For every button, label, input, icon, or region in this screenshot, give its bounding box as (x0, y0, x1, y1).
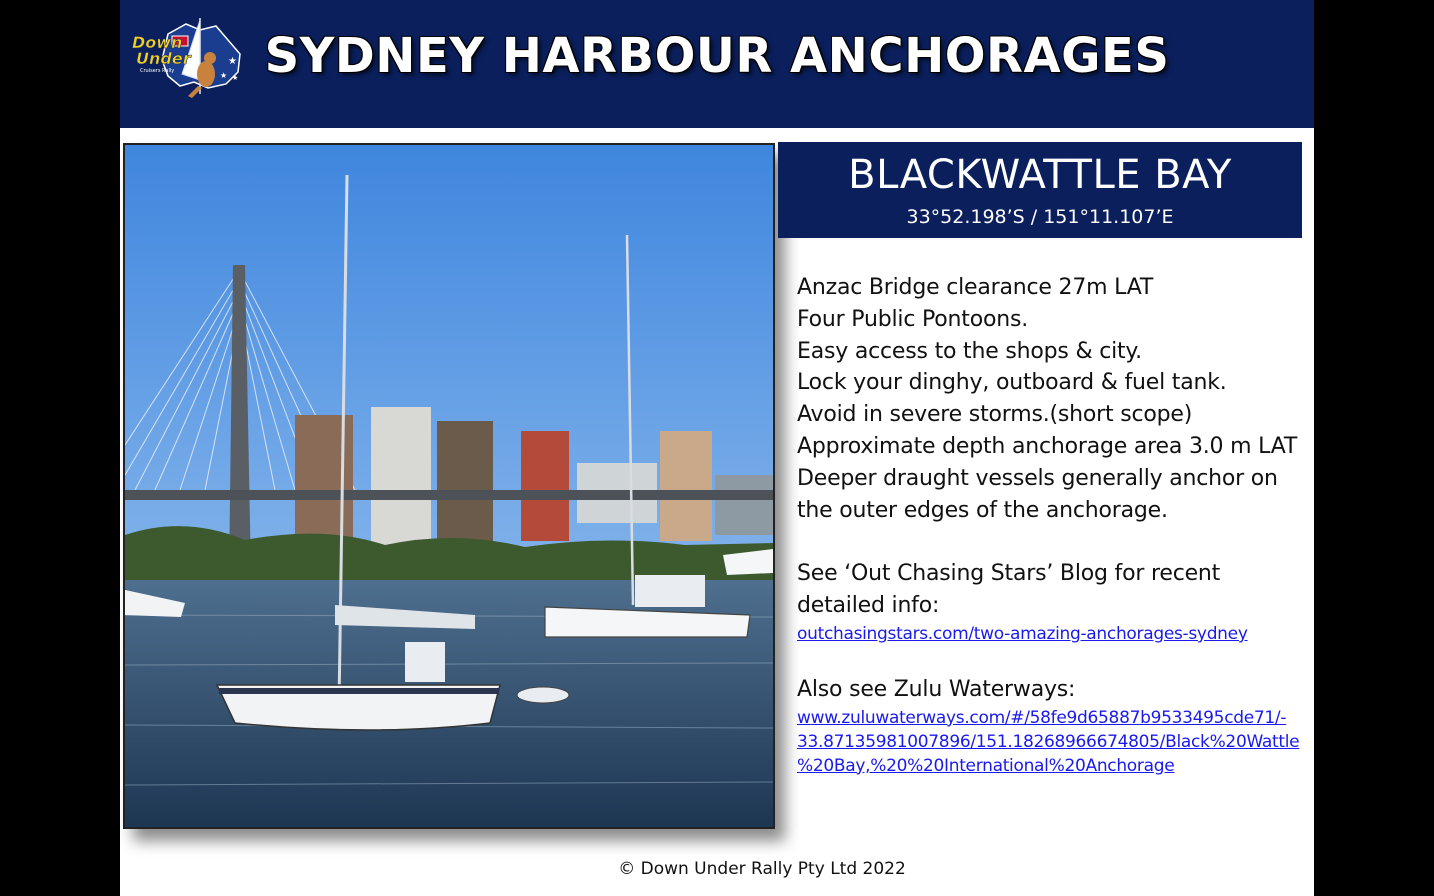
info-line: Deeper draught vessels generally anchor on (797, 465, 1278, 491)
zulu-link-part-3[interactable]: %20Bay,%20%20International%20Anchorage (797, 755, 1175, 776)
info-line: Avoid in severe storms.(short scope) (797, 402, 1193, 428)
header-banner (120, 0, 1314, 128)
logo-tagline: Cruisers Rally (140, 68, 175, 74)
blog-intro-line-2: detailed info: (797, 593, 940, 619)
info-line: Lock your dinghy, outboard & fuel tank. (797, 370, 1227, 396)
zulu-intro: Also see Zulu Waterways: (797, 676, 1076, 702)
info-line: Four Public Pontoons. (797, 306, 1029, 332)
blog-intro-line-1: See ‘Out Chasing Stars’ Blog for recent (797, 561, 1221, 587)
spacer (797, 646, 1307, 674)
copyright-footer: © Down Under Rally Pty Ltd 2022 (618, 859, 906, 879)
info-line: the outer edges of the anchorage. (797, 497, 1168, 523)
svg-text:★: ★ (232, 74, 239, 82)
anchorage-coords: 33°52.198’S / 151°11.107’E (906, 206, 1174, 228)
svg-text:★: ★ (228, 56, 237, 67)
spacer (797, 526, 1307, 558)
anchorage-name: BLACKWATTLE BAY (848, 152, 1232, 198)
info-line: Approximate depth anchorage area 3.0 m LAT (797, 433, 1298, 459)
svg-text:★: ★ (220, 71, 228, 80)
info-line: Anzac Bridge clearance 27m LAT (797, 275, 1154, 300)
zulu-link-part-2[interactable]: 33.87135981007896/151.18268966674805/Black%20Wattle (797, 731, 1300, 752)
zulu-link-part-1[interactable]: www.zuluwaterways.com/#/58fe9d65887b9533495cde71/- (797, 707, 1287, 728)
blog-link[interactable]: outchasingstars.com/two-amazing-anchorages-sydney (797, 623, 1248, 644)
logo-text-top: Down (132, 33, 183, 52)
page-title: SYDNEY HARBOUR ANCHORAGES (264, 28, 1170, 84)
harbour-photo (123, 143, 775, 829)
anchorage-heading (778, 142, 1302, 238)
logo-text-bottom: Under (136, 49, 191, 68)
info-line: Easy access to the shops & city. (797, 338, 1142, 364)
slide (120, 0, 1314, 896)
anchorage-info (797, 272, 1307, 778)
